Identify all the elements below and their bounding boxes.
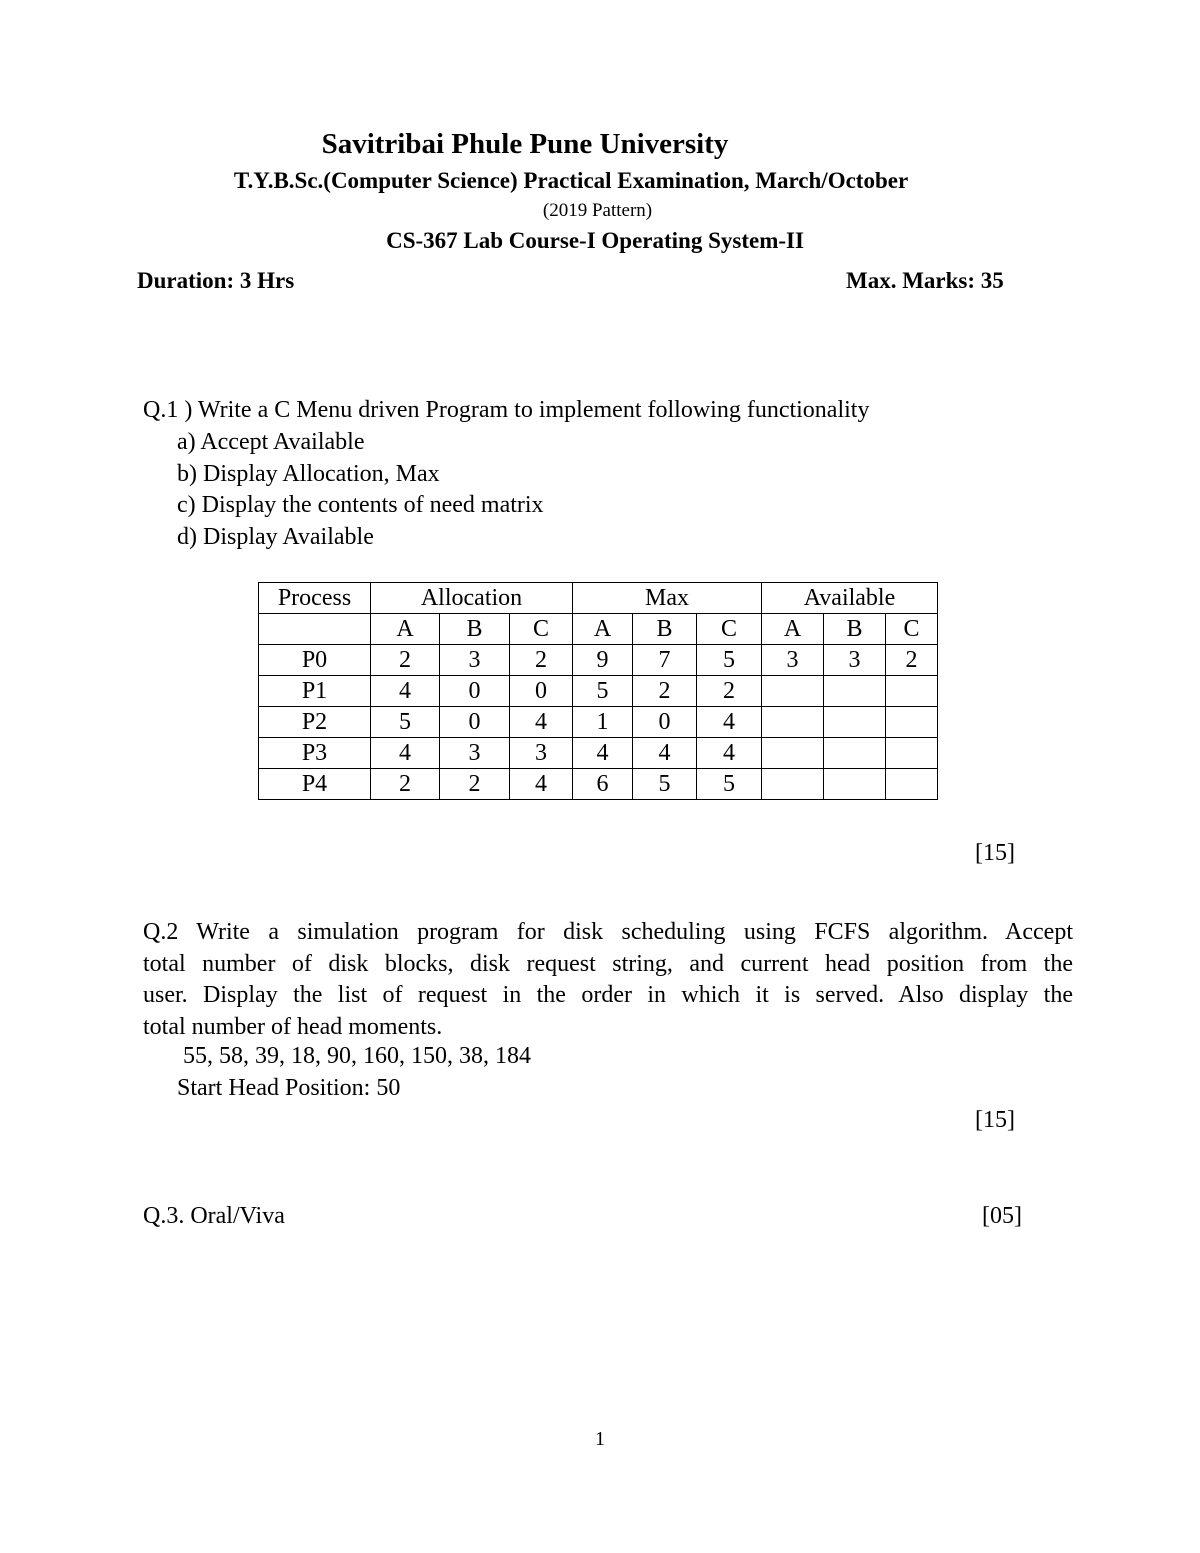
sub-header-cell: B: [440, 614, 510, 645]
table-cell: [824, 676, 886, 707]
table-cell: 2: [697, 676, 762, 707]
table-cell: 4: [371, 676, 440, 707]
table-cell: 4: [697, 738, 762, 769]
table-cell: 4: [371, 738, 440, 769]
course-title: CS-367 Lab Course-I Operating System-II: [386, 228, 804, 253]
table-cell: 1: [573, 707, 633, 738]
table-cell: 2: [371, 769, 440, 800]
university-title: Savitribai Phule Pune University: [321, 128, 729, 160]
table-cell: 2: [440, 769, 510, 800]
header-max: Max: [573, 583, 762, 614]
table-cell: [762, 707, 824, 738]
exam-title: T.Y.B.Sc.(Computer Science) Practical Examination, March/October: [233, 168, 909, 193]
sub-header-cell: B: [824, 614, 886, 645]
table-cell: P0: [259, 645, 371, 676]
table-cell: P2: [259, 707, 371, 738]
table-cell: P3: [259, 738, 371, 769]
question-1-option-c: c) Display the contents of need matrix: [177, 492, 544, 518]
table-cell: 3: [440, 738, 510, 769]
table-cell: 4: [697, 707, 762, 738]
table-cell: P4: [259, 769, 371, 800]
header-available: Available: [762, 583, 938, 614]
sub-header-cell: [259, 614, 371, 645]
table-cell: 4: [510, 707, 573, 738]
question-2-line: user. Display the list of request in the order in which it is served. Also display the: [143, 982, 1073, 1008]
table-cell: 2: [633, 676, 697, 707]
table-cell: 5: [697, 645, 762, 676]
sub-header-cell: A: [762, 614, 824, 645]
table-cell: [762, 676, 824, 707]
table-cell: 5: [633, 769, 697, 800]
table-cell: P1: [259, 676, 371, 707]
pattern-label: (2019 Pattern): [542, 200, 653, 221]
sub-header-cell: A: [371, 614, 440, 645]
table-row: [259, 707, 938, 738]
start-head-position: Start Head Position: 50: [177, 1075, 401, 1101]
question-1-option-a: a) Accept Available: [177, 429, 365, 455]
question-2-marks: [15]: [975, 1107, 1015, 1133]
page-number: 1: [595, 1428, 605, 1450]
question-2-line: Q.2 Write a simulation program for disk scheduling using FCFS algorithm. Accept: [143, 919, 1073, 945]
table-cell: 7: [633, 645, 697, 676]
table-row: [259, 676, 938, 707]
question-1-options: [177, 427, 544, 553]
table-cell: 2: [510, 645, 573, 676]
sub-header-cell: C: [697, 614, 762, 645]
question-2-text: [143, 917, 1073, 1043]
question-1-option-d: d) Display Available: [177, 523, 374, 550]
table-cell: 5: [371, 707, 440, 738]
question-3-marks: [05]: [982, 1203, 1022, 1229]
table-cell: 0: [633, 707, 697, 738]
table-cell: 5: [697, 769, 762, 800]
table-cell: [762, 738, 824, 769]
table-cell: 4: [633, 738, 697, 769]
table-cell: 3: [824, 645, 886, 676]
table-cell: [824, 707, 886, 738]
table-cell: 0: [510, 676, 573, 707]
table-cell: 3: [440, 645, 510, 676]
table-sub-header-row: [259, 614, 938, 645]
table-cell: 4: [573, 738, 633, 769]
table-cell: [824, 738, 886, 769]
table-cell: [886, 738, 938, 769]
table-cell: [886, 707, 938, 738]
header-allocation: Allocation: [371, 583, 573, 614]
table-cell: 4: [510, 769, 573, 800]
table-cell: 3: [510, 738, 573, 769]
table-cell: 5: [573, 676, 633, 707]
table-row: [259, 738, 938, 769]
table-cell: 9: [573, 645, 633, 676]
question-1-text: Q.1 ) Write a C Menu driven Program to implement following functionality: [143, 397, 870, 423]
resource-table: [258, 582, 938, 800]
table-cell: [886, 676, 938, 707]
question-1-option-b: b) Display Allocation, Max: [177, 460, 440, 487]
table-group-header-row: [259, 583, 938, 614]
question-2-line: total number of disk blocks, disk request string, and current head position from the: [143, 950, 1073, 977]
table-row: [259, 769, 938, 800]
table-row: [259, 645, 938, 676]
table-cell: 2: [886, 645, 938, 676]
table-cell: 6: [573, 769, 633, 800]
question-1-marks: [15]: [975, 840, 1015, 866]
sub-header-cell: B: [633, 614, 697, 645]
question-2-line: total number of head moments.: [143, 1013, 443, 1040]
sub-header-cell: C: [886, 614, 938, 645]
header-process: Process: [259, 583, 371, 614]
table-cell: [824, 769, 886, 800]
table-cell: 2: [371, 645, 440, 676]
table-cell: [886, 769, 938, 800]
max-marks-label: Max. Marks: 35: [846, 268, 1004, 293]
duration-label: Duration: 3 Hrs: [137, 268, 295, 293]
request-sequence: 55, 58, 39, 18, 90, 160, 150, 38, 184: [183, 1043, 531, 1069]
sub-header-cell: A: [573, 614, 633, 645]
sub-header-cell: C: [510, 614, 573, 645]
question-3-text: Q.3. Oral/Viva: [143, 1203, 285, 1229]
table-cell: 0: [440, 676, 510, 707]
table-cell: [762, 769, 824, 800]
table-cell: 0: [440, 707, 510, 738]
table-cell: 3: [762, 645, 824, 676]
